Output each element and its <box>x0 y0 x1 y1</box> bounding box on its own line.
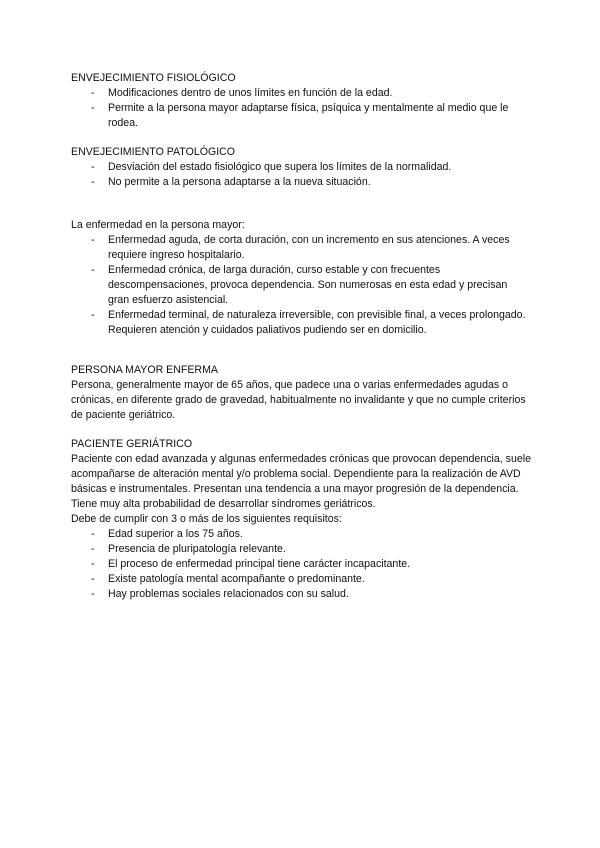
list-item: - No permite a la persona adaptarse a la nueva situación. <box>71 175 531 190</box>
list-item: - Edad superior a los 75 años. <box>71 527 531 542</box>
section-enfermedad-persona-mayor <box>71 218 531 338</box>
list-item: - Enfermedad aguda, de corta duración, con un incremento en sus atenciones. A veces requiere ingreso hospitalario. <box>71 233 531 263</box>
section-envejecimiento-patologico <box>71 145 531 190</box>
section-heading: PACIENTE GERIÁTRICO <box>71 438 193 450</box>
bullet-list <box>71 527 531 602</box>
section-heading: ENVEJECIMIENTO PATOLÓGICO <box>71 146 236 158</box>
list-item: - Permite a la persona mayor adaptarse física, psíquica y mentalmente al medio que le rodea. <box>71 101 531 131</box>
section-envejecimiento-fisiologico <box>71 71 531 131</box>
list-item: - Desviación del estado fisiológico que supera los límites de la normalidad. <box>71 160 531 175</box>
list-item: - Existe patología mental acompañante o predominante. <box>71 572 531 587</box>
list-item: - Modificaciones dentro de unos límites en función de la edad. <box>71 86 531 101</box>
section-heading: PERSONA MAYOR ENFERMA <box>71 364 218 376</box>
requirements-intro: Debe de cumplir con 3 o más de los siguientes requisitos: <box>71 513 342 525</box>
section-heading: ENVEJECIMIENTO FISIOLÓGICO <box>71 72 236 84</box>
section-paragraph: Persona, generalmente mayor de 65 años, que padece una o varias enfermedades agudas o crónicas, en diferente grado de gravedad, habitualmente no invalidante y que no cumple criterios de paciente geriátrico. <box>71 379 526 421</box>
list-item: - Presencia de pluripatología relevante. <box>71 542 531 557</box>
section-heading: La enfermedad en la persona mayor: <box>71 219 245 231</box>
list-item: - Enfermedad terminal, de naturaleza irreversible, con previsible final, a veces prolongado. Requieren atención y cuidados paliativos pudiendo ser en domicilio. <box>71 308 531 338</box>
section-paragraph: Paciente con edad avanzada y algunas enfermedades crónicas que provocan dependencia, suele acompañarse de alteración mental y/o problema social. Dependiente para la realización de AVD básicas e instrumentales. Presentan una tendencia a una mayor progresión de la dependencia. Tiene muy alta probabilidad de desarrollar síndromes geriátricos. <box>71 453 531 510</box>
bullet-list <box>71 86 531 131</box>
bullet-list <box>71 160 531 190</box>
list-item: - Hay problemas sociales relacionados con su salud. <box>71 587 531 602</box>
section-paciente-geriatrico <box>71 437 531 602</box>
section-persona-mayor-enferma <box>71 363 531 423</box>
list-item: - El proceso de enfermedad principal tiene carácter incapacitante. <box>71 557 531 572</box>
list-item: - Enfermedad crónica, de larga duración, curso estable y con frecuentes descompensaciones, provoca dependencia. Son numerosas en esta edad y precisan gran esfuerzo asistencial. <box>71 263 531 308</box>
bullet-list <box>71 233 531 338</box>
